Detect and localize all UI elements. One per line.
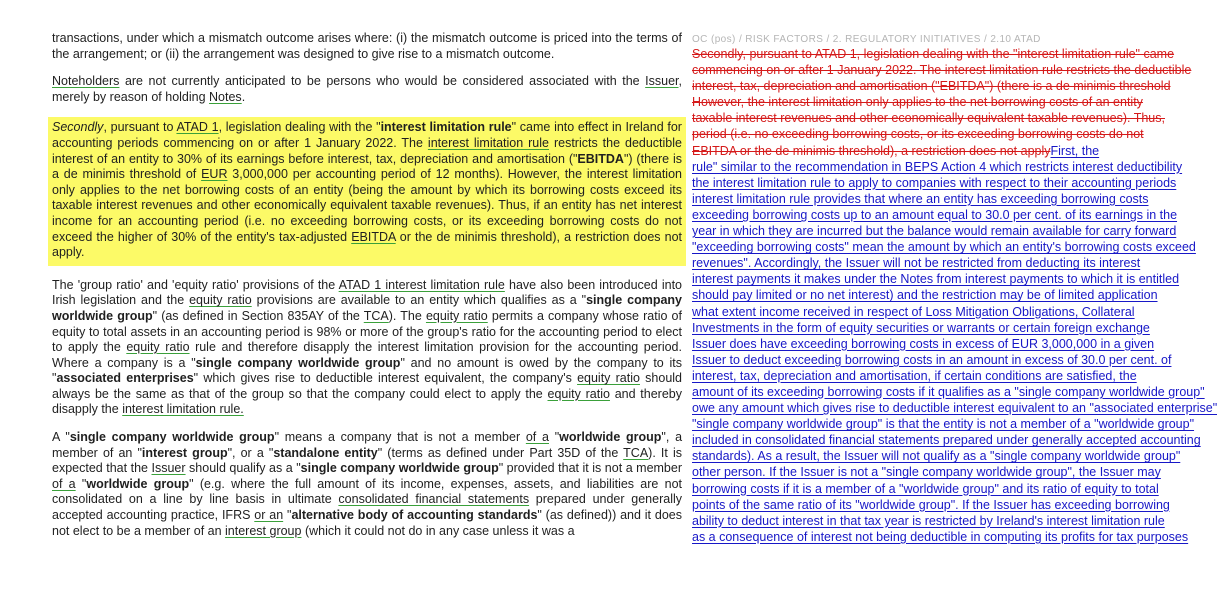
inserted-text: interest limitation rule provides that where an entity has exceeding borrowing costs xyxy=(692,191,1149,206)
text-run: prepared under generally accepted accounting practice, IFRS xyxy=(52,492,683,523)
inserted-text: amount of its exceeding borrowing costs if it qualifies as a "single company worldwide group" xyxy=(692,384,1205,399)
tracked-line xyxy=(692,400,1217,416)
text-run: " provided that it is not a member xyxy=(498,461,682,476)
defined-term: TCA xyxy=(623,445,649,460)
text-run: " and no amount is owed by the company to its " xyxy=(52,355,682,386)
defined-term: Noteholders xyxy=(52,74,120,89)
defined-term: EUR xyxy=(201,167,228,182)
defined-term: interest limitation rule xyxy=(427,135,549,150)
tracked-line xyxy=(692,481,1159,497)
text-run: . xyxy=(241,89,246,104)
inserted-text: revenues". Accordingly, the Issuer will not be restricted from deducting its interest xyxy=(692,256,1141,271)
paragraph-mismatch-outcome: transactions, under which a mismatch outcome arises where: (i) the mismatch outcome is priced into the terms of the arrangement; or (ii) the arrangement was designed to give rise to a mismatch outcome. xyxy=(52,31,682,61)
deleted-text: period (i.e. no exceeding borrowing costs, or its exceeding borrowing costs do not xyxy=(692,127,1144,142)
tracked-line xyxy=(692,287,1158,303)
tracked-line xyxy=(692,271,1180,287)
inserted-text: First, the xyxy=(1050,143,1100,158)
paragraph-single-company-worldwide-group xyxy=(52,430,682,539)
text-run: rule and therefore disapply the interest limitation provision for the accounting period. Where a company is a " xyxy=(52,340,682,370)
tracked-line xyxy=(692,143,1136,159)
tracked-line xyxy=(692,110,1165,126)
tracked-line xyxy=(692,223,1177,239)
bold-term: worldwide group xyxy=(559,430,662,445)
tracked-line xyxy=(692,352,1172,368)
inserted-text: points of the same ratio of its "worldwide group". If the Issuer has exceeding borrowing xyxy=(692,497,1170,512)
text-run: " came into effect in Ireland for accounting periods commencing on or after 1 January 2022. The xyxy=(52,120,682,150)
text-run: ", a member of an " xyxy=(52,430,683,460)
inserted-text: interest payments it makes under the Notes from interest payments to which it is entitled xyxy=(692,272,1180,287)
bold-term: interest limitation rule xyxy=(380,120,512,135)
deleted-text: EBITDA or the de minimis threshold), a restriction does not apply xyxy=(692,143,1051,158)
defined-term: or an xyxy=(254,508,284,523)
text-run: ). It is expected that the xyxy=(52,445,682,476)
text-run: Secondly xyxy=(52,120,104,135)
paragraph-noteholders xyxy=(52,74,682,105)
inserted-text: "exceeding borrowing costs" mean the amount by which an entity's borrowing costs exceed xyxy=(692,240,1196,255)
inserted-text: Investments in the form of equity securities or warrants or certain foreign exchange xyxy=(692,320,1150,335)
tracked-line xyxy=(692,448,1181,464)
text-run: ") (there is a de minimis threshold of xyxy=(52,151,682,182)
tracked-line xyxy=(692,320,1150,336)
bold-term: standalone entity xyxy=(273,445,378,460)
text-run: " which gives rise to deductible interest equivalent, the company's xyxy=(193,371,578,386)
defined-term: Issuer xyxy=(645,74,679,89)
tracked-line xyxy=(692,336,1155,352)
text-run: restricts the deductible interest of an entity to 30% of its earnings before interest, tax, depreciation and amortisation (" xyxy=(52,135,682,166)
bold-term: worldwide group xyxy=(86,476,190,491)
deleted-text: Secondly, pursuant to ATAD 1, legislation dealing with the "interest limitation rule" came xyxy=(692,47,1175,61)
tracked-line xyxy=(692,497,1170,513)
text-run: , pursuant to xyxy=(103,120,177,135)
tracked-line xyxy=(692,255,1141,271)
inserted-text: should pay limited or no net interest) and the restriction may be of limited application xyxy=(692,288,1158,303)
tracked-changes-text xyxy=(692,46,1217,545)
text-run: or the de minimis threshold), a restriction does not apply. xyxy=(52,229,683,260)
tracked-line xyxy=(692,94,1143,110)
tracked-line xyxy=(692,529,1189,545)
text-run: ", or a " xyxy=(227,445,274,460)
tracked-line xyxy=(692,513,1165,529)
inserted-text: rule" similar to the recommendation in BEPS Action 4 which restricts interest deductibility xyxy=(692,159,1183,174)
defined-term: of a xyxy=(525,430,549,445)
bold-term: single company worldwide group xyxy=(52,293,682,323)
defined-term: Issuer xyxy=(151,461,186,476)
inserted-text: what extent income received in respect of Loss Mitigation Obligations, Collateral xyxy=(692,304,1135,319)
bold-term: alternative body of accounting standards xyxy=(291,508,538,523)
inserted-text: as a consequence of interest not being deductible in computing its profits for tax purposes xyxy=(692,529,1189,544)
inserted-text: owe any amount which gives rise to deductible interest equivalent to an "associated enterprise" xyxy=(692,401,1217,416)
defined-term: consolidated financial statements xyxy=(338,492,530,507)
tracked-line xyxy=(692,126,1144,142)
defined-term: ATAD 1 xyxy=(176,120,219,135)
text-run: 3,000,000 per accounting period of 12 months). However, the interest limitation only applies to the net borrowing costs of an entity (being the amount by which its borrowing costs exceed its taxable interest revenues and other economically equivalent taxable revenues). Thus, if an entity has net interest income for an accounting period (i.e. no exceeding borrowing costs, or its exceeding borrowing costs do not exceed the higher of 30% of the entity's tax-adjusted xyxy=(52,167,682,244)
inserted-text: ability to deduct interest in that tax year is restricted by Ireland's interest limitation rule xyxy=(692,513,1165,528)
inserted-text: year in which they are incurred but the balance would remain available for carry forward xyxy=(692,224,1177,239)
bold-term: associated enterprises xyxy=(56,371,194,386)
defined-term: equity ratio xyxy=(425,308,488,323)
paragraph-interest-limitation-highlighted xyxy=(48,117,686,265)
text-run: , merely by reason of holding xyxy=(52,74,682,104)
tracked-line xyxy=(692,191,1149,207)
text-run: " (terms as defined under Part 35D of the xyxy=(377,445,624,460)
defined-term: interest limitation rule. xyxy=(122,402,244,417)
text-run: " (as defined in Section 835AY of the xyxy=(152,308,364,323)
tracked-line xyxy=(692,432,1201,448)
defined-term: ATAD 1 interest limitation rule xyxy=(338,277,505,292)
text-run: should qualify as a " xyxy=(185,461,301,476)
text-run: A " xyxy=(52,430,70,445)
text-run: and thereby disapply the xyxy=(52,386,683,417)
text-run: are not currently anticipated to be persons who would be considered associated with the xyxy=(119,74,646,89)
paragraph-group-ratio xyxy=(52,278,682,418)
defined-term: EBITDA xyxy=(351,229,396,244)
bold-term: EBITDA xyxy=(577,151,624,166)
text-run: " xyxy=(75,476,87,491)
text-run: " (as defined)) and it does not elect to be a member of an xyxy=(52,508,682,538)
text-run: (which it could not do in any case unless it was a xyxy=(301,523,575,538)
document-left-pane xyxy=(52,31,683,612)
tracked-line xyxy=(692,416,1195,432)
bold-term: single company worldwide group xyxy=(300,461,499,476)
defined-term: Notes xyxy=(209,89,242,104)
bold-term: single company worldwide group xyxy=(69,430,275,445)
inserted-text: standards). As a result, the Issuer will not qualify as a "single company worldwide group" xyxy=(692,449,1181,464)
inserted-text: "single company worldwide group" is that the entity is not a member of a "worldwide group" xyxy=(692,417,1195,432)
defined-term: equity ratio xyxy=(547,386,610,401)
text-run: have also been introduced into Irish legislation and the xyxy=(52,277,682,308)
tracked-line xyxy=(692,464,1161,480)
tracked-line xyxy=(692,207,1178,223)
deleted-text: interest, tax, depreciation and amortisation ("EBITDA") (there is a de minimis threshold xyxy=(692,79,1171,94)
defined-term: interest group xyxy=(225,523,302,538)
defined-term: of a xyxy=(52,476,76,491)
bold-term: interest group xyxy=(141,445,228,460)
tracked-line xyxy=(692,304,1136,320)
text-run: " means a company that is not a member xyxy=(274,430,526,445)
tracked-line xyxy=(692,384,1205,400)
tracked-line xyxy=(692,62,1192,78)
inserted-text: exceeding borrowing costs up to an amount equal to 30.0 per cent. of its earnings in the xyxy=(692,207,1178,222)
bold-term: single company worldwide group xyxy=(195,355,401,370)
deleted-text: taxable interest revenues and other economically equivalent taxable revenues). Thus, xyxy=(692,111,1165,126)
tracked-line xyxy=(692,368,1136,384)
deleted-text: However, the interest limitation only applies to the net borrowing costs of an entity xyxy=(692,95,1143,110)
inserted-text: Issuer to deduct exceeding borrowing costs in an amount in excess of 30.0 per cent. of xyxy=(692,352,1172,367)
tracked-line xyxy=(692,78,1171,94)
defined-term: equity ratio xyxy=(189,293,252,308)
tracked-changes-pane xyxy=(692,34,1217,612)
tracked-line xyxy=(692,159,1183,175)
inserted-text: borrowing costs if it is a member of a "worldwide group" and its ratio of equity to total xyxy=(692,481,1159,496)
defined-term: TCA xyxy=(363,308,389,323)
inserted-text: Issuer does have exceeding borrowing costs in excess of EUR 3,000,000 in a given xyxy=(692,336,1155,351)
inserted-text: included in consolidated financial statements prepared under generally accepted accounting xyxy=(692,433,1201,448)
inserted-text: the interest limitation rule to apply to companies with respect to their accounting periods xyxy=(692,175,1177,190)
text-run: " xyxy=(548,430,560,445)
deleted-text: commencing on or after 1 January 2022. The interest limitation rule restricts the deductible xyxy=(692,63,1192,78)
text-run: " (e.g. where the full amount of its income, expenses, assets, and liabilities are not consolidated on a line by line basis in ultimate xyxy=(52,476,683,507)
tracked-line xyxy=(692,239,1196,255)
defined-term: equity ratio xyxy=(577,371,640,386)
text-run: " xyxy=(283,508,292,523)
text-run: ). The xyxy=(388,308,426,323)
defined-term: equity ratio xyxy=(126,340,190,355)
text-run: The 'group ratio' and 'equity ratio' provisions of the xyxy=(52,277,339,292)
text-run: permits a company whose ratio of equity to total assets in an accounting period is 98% or more of the group's ratio for the accounting period to elect to apply the xyxy=(52,308,682,355)
tracked-line xyxy=(692,175,1177,191)
text-run: should always be the same as that of the group so that the company could elect to apply the xyxy=(52,371,682,401)
inserted-text: other person. If the Issuer is not a "single company worldwide group", the Issuer may xyxy=(692,465,1161,480)
text-run: provisions are available to an entity which qualifies as a " xyxy=(251,293,587,308)
text-run: , legislation dealing with the " xyxy=(218,120,381,135)
tracked-line xyxy=(692,46,1175,62)
breadcrumb: OC (pos) / RISK FACTORS / 2. REGULATORY INITIATIVES / 2.10 ATAD xyxy=(692,34,1041,45)
inserted-text: interest, tax, depreciation and amortisation, if certain conditions are satisfied, the xyxy=(692,368,1137,383)
